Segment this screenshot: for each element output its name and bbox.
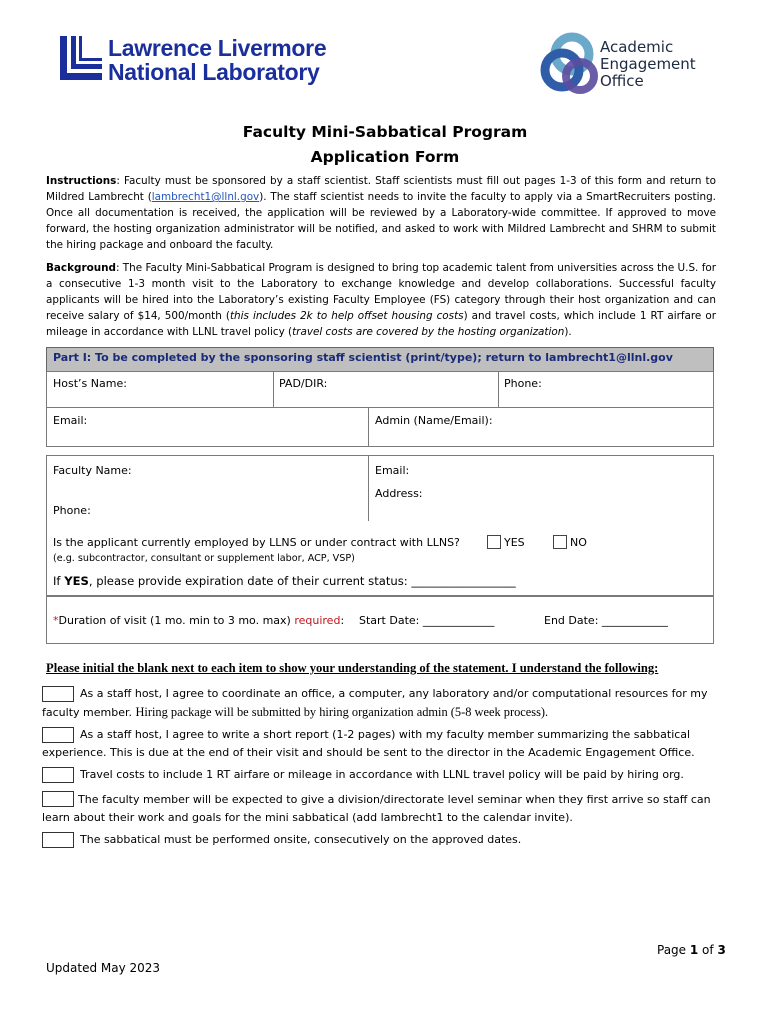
page-number <box>657 943 726 957</box>
title-line2: Application Form <box>310 148 460 166</box>
initial-item-1-text: As a staff host, I agree to coordinate an office, a computer, any laboratory and/or computational resources for my faculty member. <box>42 687 708 719</box>
instructions-paragraph <box>46 173 716 253</box>
aeo-line3: Office <box>600 72 644 90</box>
background-italic-a: this includes 2k to help offset housing costs <box>229 310 464 322</box>
end-date-field[interactable]: End Date: ____________ <box>544 614 668 627</box>
page-current: 1 <box>689 943 699 957</box>
form-title <box>0 120 770 170</box>
host-phone-field[interactable]: Phone: <box>504 377 542 390</box>
duration-box <box>46 596 714 644</box>
divider <box>368 407 369 447</box>
page-total: 3 <box>717 943 726 957</box>
divider <box>273 372 274 407</box>
duration-colon: : <box>340 614 345 627</box>
aeo-line2: Engagement <box>600 55 696 73</box>
divider <box>47 407 713 408</box>
initial-item-2: As a staff host, I agree to write a short report (1-2 pages) with my faculty member summarizing the sabbatical experience. This is due at the end of their visit and should be sent to the director in the Academic Engagement Office. <box>42 728 695 759</box>
initial-item-1 <box>42 685 722 722</box>
aeo-logo-text <box>600 39 696 90</box>
host-info-box <box>46 371 714 447</box>
yes-label: YES <box>504 536 525 549</box>
faculty-name-field[interactable]: Faculty Name: <box>53 464 132 477</box>
duration-text: Duration of visit (1 mo. min to 3 mo. max) <box>58 614 295 627</box>
divider <box>368 456 369 521</box>
divider <box>498 372 499 407</box>
aeo-logo-icon <box>536 30 602 98</box>
llnl-line1: Lawrence Livermore <box>108 35 327 61</box>
aeo-line1: Academic <box>600 38 674 56</box>
background-paragraph <box>46 260 716 340</box>
initial-item-3: Travel costs to include 1 RT airfare or mileage in accordance with LLNL travel policy will be paid by hiring org. <box>80 768 684 781</box>
llnl-logo-text <box>108 36 326 84</box>
email-link[interactable]: lambrecht1@llnl.gov <box>151 191 260 203</box>
required-star: * <box>53 614 59 627</box>
faculty-address-field[interactable]: Address: <box>375 487 423 500</box>
background-text-c: ). <box>564 326 572 338</box>
faculty-phone-field[interactable]: Phone: <box>53 504 91 517</box>
page-label: Page <box>657 943 690 957</box>
start-date-field[interactable]: Start Date: _____________ <box>359 614 495 627</box>
if-yes: YES <box>64 574 89 588</box>
if-label: If <box>53 574 65 588</box>
background-italic-b: travel costs are covered by the hosting organization <box>292 326 565 338</box>
llnl-line2: National Laboratory <box>108 59 320 85</box>
background-text-a: : The Faculty Mini-Sabbatical Program is designed to bring top academic talent from universities across the U.S. for a consecutive 1-3 month visit to the Laboratory to exchange knowledge and develop collaborations. Successful faculty applicants will be hired into the Laboratory’s existing Faculty Employee (FS) category through their host organization and can receive salary of $14, 500/month ( <box>46 262 716 322</box>
required-text: required <box>294 614 341 627</box>
updated-date: Updated May 2023 <box>46 961 161 975</box>
background-text-b: ) and travel costs, which include 1 RT airfare or mileage in accordance with LLNL travel policy ( <box>46 310 717 338</box>
instructions-text-b: ). The staff scientist needs to invite the faculty to apply via a SmartRecruiters posting. Once all documentation is received, the application will be reviewed by a Laboratory-wide committee. If approved to move forward, the hosting organization administrator will be notified, and asked to work with Mildred Lambrecht and SHRM to submit the hiring package and onboard the faculty. <box>46 191 716 251</box>
faculty-email-field[interactable]: Email: <box>375 464 410 477</box>
expiration-date-field[interactable] <box>53 574 516 588</box>
instructions-text-a: : Faculty must be sponsored by a staff scientist. Staff scientists must fill out pages 1-3 of this form and return to Mildred Lambrecht ( <box>46 175 716 203</box>
instructions-label: Instructions <box>46 175 117 187</box>
yes-checkbox[interactable] <box>487 535 501 549</box>
host-name-field[interactable]: Host’s Name: <box>53 377 127 390</box>
page-of: of <box>698 943 718 957</box>
initial-item-5: The sabbatical must be performed onsite, consecutively on the approved dates. <box>80 833 522 846</box>
employment-question: Is the applicant currently employed by LLNS or under contract with LLNS? <box>53 536 460 549</box>
background-label: Background <box>46 262 116 274</box>
part1-header: Part I: To be completed by the sponsoring staff scientist (print/type); return to lambrecht1@llnl.gov <box>46 347 714 372</box>
initials-heading: Please initial the blank next to each item to show your understanding of the statement. I understand the following: <box>46 661 659 675</box>
title-line1: Faculty Mini-Sabbatical Program <box>242 123 528 141</box>
initial-item-1-serif: Hiring package will be submitted by hiring organization admin (5-8 week process). <box>135 705 549 719</box>
no-checkbox[interactable] <box>553 535 567 549</box>
host-email-field[interactable]: Email: <box>53 414 88 427</box>
admin-field[interactable]: Admin (Name/Email): <box>375 414 493 427</box>
employment-note: (e.g. subcontractor, consultant or supplement labor, ACP, VSP) <box>53 553 355 564</box>
no-label: NO <box>570 536 587 549</box>
initial-item-4: The faculty member will be expected to give a division/directorate level seminar when they first arrive so staff can learn about their work and goals for the mini sabbatical (add lambrecht1 to the calendar invite). <box>42 793 711 824</box>
if-rest: , please provide expiration date of their current status: __________________ <box>88 574 516 588</box>
duration-label <box>53 614 344 627</box>
pad-dir-field[interactable]: PAD/DIR: <box>279 377 328 390</box>
llnl-logo-icon <box>60 36 102 80</box>
faculty-info-box <box>46 455 714 596</box>
